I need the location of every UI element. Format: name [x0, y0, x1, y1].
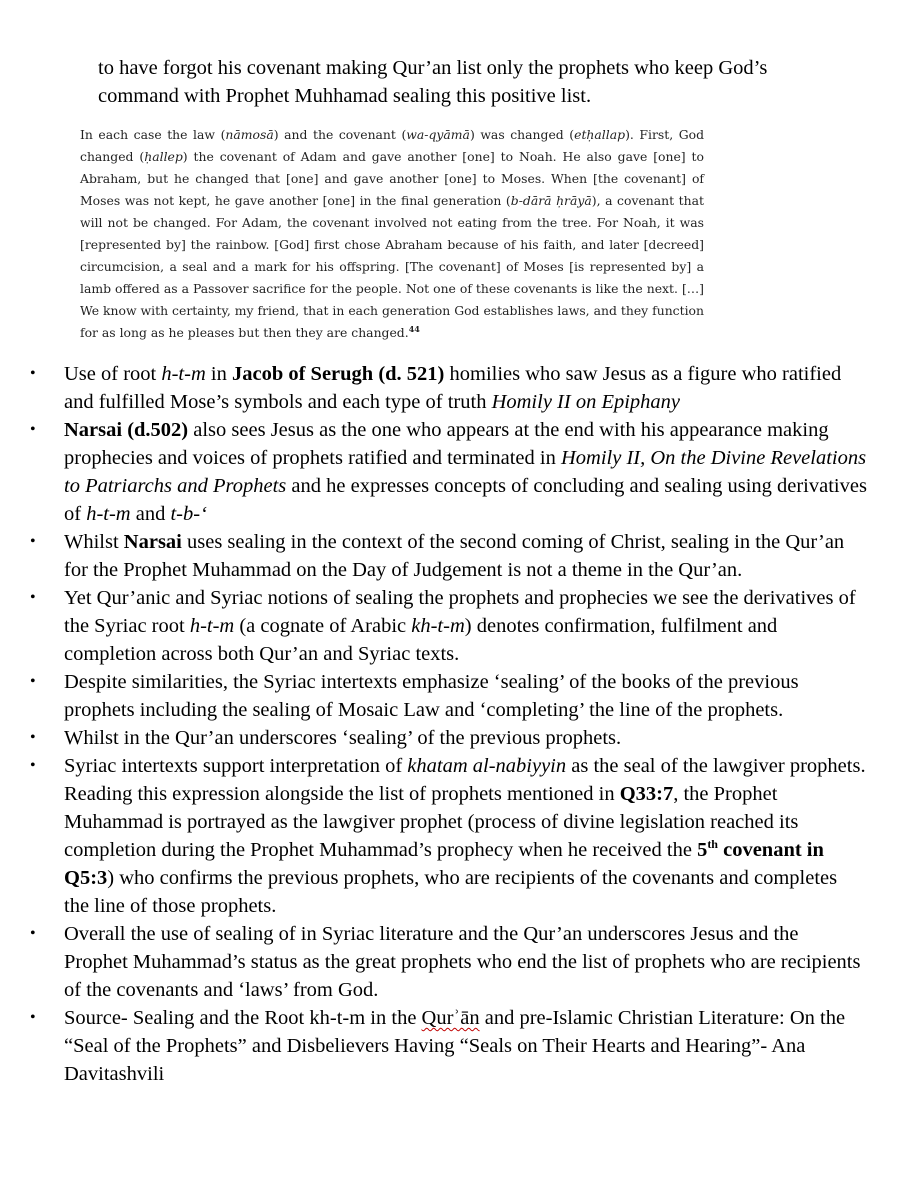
intro-paragraph: [98, 54, 898, 110]
bullet-icon: •: [30, 673, 36, 690]
bullet-item-narsai: • Narsai (d.502) also sees Jesus as the one who appears at the end with his appearance making prophecies and voices of prophets ratified and terminated in Homily II, On the Divine Revelations to Patriarchs and Prophets and he expresses concepts of concluding and sealing using derivatives of h-t-m and t-b-‘: [0, 416, 917, 528]
spellcheck-squiggle: Qurʾān: [421, 1007, 480, 1029]
intro-line-1: to have forgot his covenant making Qur’an list only the prophets who keep God’s: [98, 57, 768, 79]
bullet-list: [0, 360, 917, 1088]
bullet-item-similarities: • Despite similarities, the Syriac intertexts emphasize ‘sealing’ of the books of the previous prophets including the sealing of Mosaic Law and ‘completing’ the line of the prophets.: [0, 668, 917, 724]
bullet-item-jacob-of-serugh: • Use of root h-t-m in Jacob of Serugh (d. 521) homilies who saw Jesus as a figure who ratified and fulfilled Mose’s symbols and each type of truth Homily II on Epiphany: [0, 360, 917, 416]
bullet-icon: •: [30, 365, 36, 382]
bullet-item-syriac-root: • Yet Qur’anic and Syriac notions of sealing the prophets and prophecies we see the derivatives of the Syriac root h-t-m (a cognate of Arabic kh-t-m) denotes confirmation, fulfilment and completion across both Qur’an and Syriac texts.: [0, 584, 917, 668]
bullet-icon: •: [30, 729, 36, 746]
bullet-icon: •: [30, 421, 36, 438]
intro-line-2: command with Prophet Muhhamad sealing this positive list.: [98, 85, 592, 107]
bullet-item-khatam: • Syriac intertexts support interpretation of khatam al-nabiyyin as the seal of the lawgiver prophets. Reading this expression alongside the list of prophets mentioned in Q33:7, the Prophet Muhammad is portrayed as the lawgiver prophet (process of divine legislation reached its completion during the Prophet Muhammad’s prophecy when he received the 5th covenant in Q5:3) who confirms the previous prophets, who are recipients of the covenants and completes the line of those prophets.: [0, 752, 917, 920]
footnote-marker: 44: [408, 323, 420, 334]
bullet-item-second-coming: • Whilst Narsai uses sealing in the context of the second coming of Christ, sealing in the Qur’an for the Prophet Muhammad on the Day of Judgement is not a theme in the Qur’an.: [0, 528, 917, 584]
bullet-icon: •: [30, 757, 36, 774]
bullet-item-overall: • Overall the use of sealing of in Syriac literature and the Qur’an underscores Jesus and the Prophet Muhammad’s status as the great prophets who end the list of prophets who are recipients of the covenants and ‘laws’ from God.: [0, 920, 917, 1004]
bullet-icon: •: [30, 533, 36, 550]
bullet-icon: •: [30, 589, 36, 606]
bullet-item-quran-sealing: • Whilst in the Qur’an underscores ‘sealing’ of the previous prophets.: [0, 724, 917, 752]
bullet-icon: •: [30, 925, 36, 942]
bullet-icon: •: [30, 1009, 36, 1026]
block-quote: In each case the law (nāmosā) and the covenant (wa-qyāmā) was changed (etḥallap). First, God changed (ḥallep) the covenant of Adam and gave another [one] to Noah. He also gave [one] to Abraham, but he changed that [one] and gave another [one] to Moses. When [the covenant] of Moses was not kept, he gave another [one] in the final generation (b-dārā ḥrāyā), a covenant that will not be changed. For Adam, the covenant involved not eating from the tree. For Noah, it was [represented by] the rainbow. [God] first chose Abraham because of his faith, and later [decreed] circumcision, a seal and a mark for his offspring. [The covenant] of Moses [is represented by] a lamb offered as a Passover sacrifice for the people. Not one of these covenants is like the next. […] We know with certainty, my friend, that in each generation God establishes laws, and they function for as long as he pleases but then they are changed.$^{44}$: [80, 127, 705, 340]
bullet-item-source: • Source- Sealing and the Root kh-t-m in the Qurʾān and pre-Islamic Christian Literature: On the “Seal of the Prophets” and Disbelievers Having “Seals on Their Hearts and Hearing”- Ana Davitashvili: [0, 1004, 917, 1088]
